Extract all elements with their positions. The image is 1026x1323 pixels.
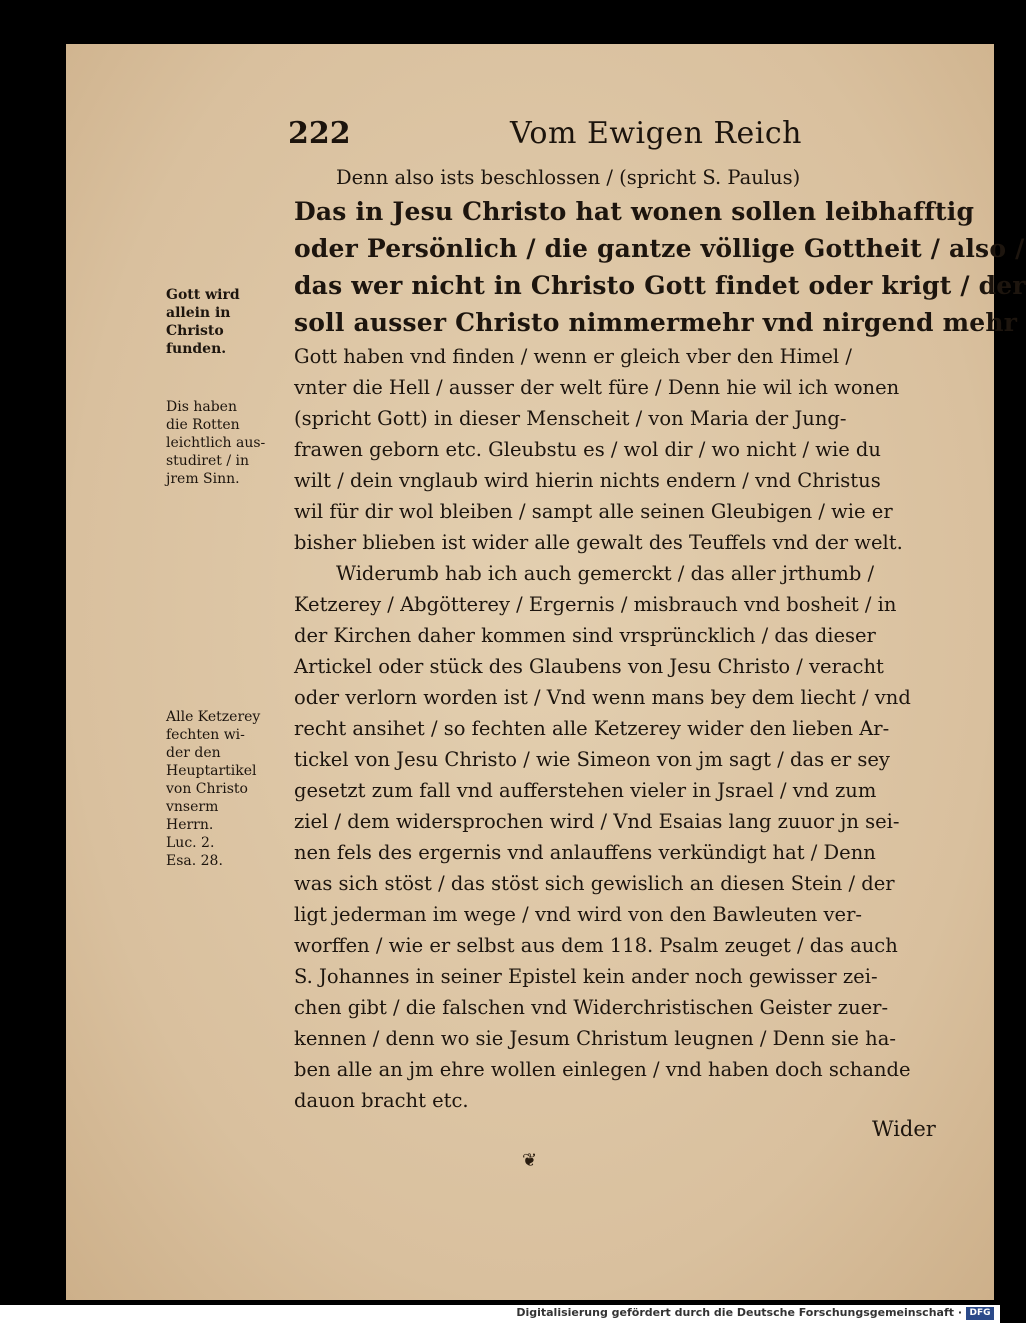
text-line: kennen / denn wo sie Jesum Christum leugnen / Denn sie ha-	[294, 1027, 896, 1050]
text-line: oder verlorn worden ist / Vnd wenn mans bey dem liecht / vnd	[294, 686, 911, 709]
text-line: Ketzerey / Abgötterey / Ergernis / misbrauch vnd bosheit / in	[294, 593, 897, 616]
running-title: Vom Ewigen Reich	[510, 116, 803, 151]
text-line: wilt / dein vnglaub wird hierin nichts endern / vnd Christus	[294, 469, 881, 492]
margin-note-line: von Christo	[166, 781, 248, 797]
page-header	[288, 116, 848, 160]
margin-note-line: die Rotten	[166, 417, 240, 433]
book-page	[66, 44, 1026, 1300]
footer-bar	[0, 1305, 1000, 1323]
text-line: vnter die Hell / ausser der welt füre / Denn hie wil ich wonen	[294, 376, 900, 399]
margin-note-line: Dis haben	[166, 399, 237, 415]
text-line: dauon bracht etc.	[294, 1089, 469, 1112]
margin-note-line: Christo	[166, 323, 224, 339]
text-line: ziel / dem widersprochen wird / Vnd Esaias lang zuuor jn sei-	[294, 810, 900, 833]
margin-note-line: Alle Ketzerey	[166, 709, 261, 725]
margin-note-line: Gott wird	[166, 287, 240, 303]
footer-credit: Digitalisierung gefördert durch die Deutsche Forschungsgemeinschaft ·	[516, 1306, 962, 1319]
text-line: soll ausser Christo nimmermehr vnd nirgend mehr	[294, 308, 1018, 337]
margin-note-line: fechten wi-	[166, 727, 245, 743]
text-line: bisher blieben ist wider alle gewalt des Teuffels vnd der welt.	[294, 531, 903, 554]
text-line: Widerumb hab ich auch gemerckt / das aller jrthumb /	[336, 562, 875, 585]
margin-note-line: funden.	[166, 341, 227, 357]
margin-note-line: Esa. 28.	[166, 853, 223, 869]
dfg-logo-icon: DFG	[966, 1307, 994, 1320]
margin-note-line: jrem Sinn.	[166, 471, 240, 487]
margin-note-2	[166, 398, 265, 488]
text-line: ben alle an jm ehre wollen einlegen / vnd haben doch schande	[294, 1058, 911, 1081]
text-line: wil für dir wol bleiben / sampt alle seinen Gleubigen / wie er	[294, 500, 893, 523]
margin-note-1	[166, 286, 240, 358]
text-line: recht ansihet / so fechten alle Ketzerey wider den lieben Ar-	[294, 717, 890, 740]
text-line: der Kirchen daher kommen sind vrsprüncklich / das dieser	[294, 624, 876, 647]
text-line: Das in Jesu Christo hat wonen sollen leibhafftig	[294, 197, 975, 226]
margin-note-line: studiret / in	[166, 453, 249, 469]
main-text-block	[294, 162, 1026, 1116]
margin-note-line: Heuptartikel	[166, 763, 257, 779]
text-line: gesetzt zum fall vnd aufferstehen vieler in Jsrael / vnd zum	[294, 779, 877, 802]
text-line: S. Johannes in seiner Epistel kein ander noch gewisser zei-	[294, 965, 878, 988]
text-line: Artickel oder stück des Glaubens von Jesu Christo / veracht	[294, 655, 884, 678]
text-line: das wer nicht in Christo Gott findet oder krigt / der	[294, 271, 1026, 300]
ornament-glyph: ❦	[522, 1150, 538, 1171]
page-number: 222	[288, 116, 351, 151]
text-line: nen fels des ergernis vnd anlauffens verkündigt hat / Denn	[294, 841, 876, 864]
margin-note-line: leichtlich aus-	[166, 435, 266, 451]
text-line: oder Persönlich / die gantze völlige Gottheit / also /	[294, 234, 1025, 263]
catchword: Wider	[872, 1117, 936, 1141]
text-line: worffen / wie er selbst aus dem 118. Psalm zeuget / das auch	[294, 934, 898, 957]
margin-note-line: Luc. 2.	[166, 835, 215, 851]
text-line: Gott haben vnd finden / wenn er gleich vber den Himel /	[294, 345, 852, 368]
text-line: Denn also ists beschlossen / (spricht S. Paulus)	[336, 166, 801, 189]
margin-note-line: Herrn.	[166, 817, 214, 833]
margin-note-line: der den	[166, 745, 221, 761]
text-line: tickel von Jesu Christo / wie Simeon von jm sagt / das er sey	[294, 748, 890, 771]
margin-note-3	[166, 708, 260, 870]
text-line: was sich stöst / das stöst sich gewislich an diesen Stein / der	[294, 872, 895, 895]
text-line: chen gibt / die falschen vnd Widerchristischen Geister zuer-	[294, 996, 889, 1019]
margin-note-line: allein in	[166, 305, 231, 321]
text-line: frawen geborn etc. Gleubstu es / wol dir / wo nicht / wie du	[294, 438, 881, 461]
text-line: (spricht Gott) in dieser Menscheit / von Maria der Jung-	[294, 407, 847, 430]
margin-note-line: vnserm	[166, 799, 219, 815]
text-line: ligt jederman im wege / vnd wird von den Bawleuten ver-	[294, 903, 863, 926]
